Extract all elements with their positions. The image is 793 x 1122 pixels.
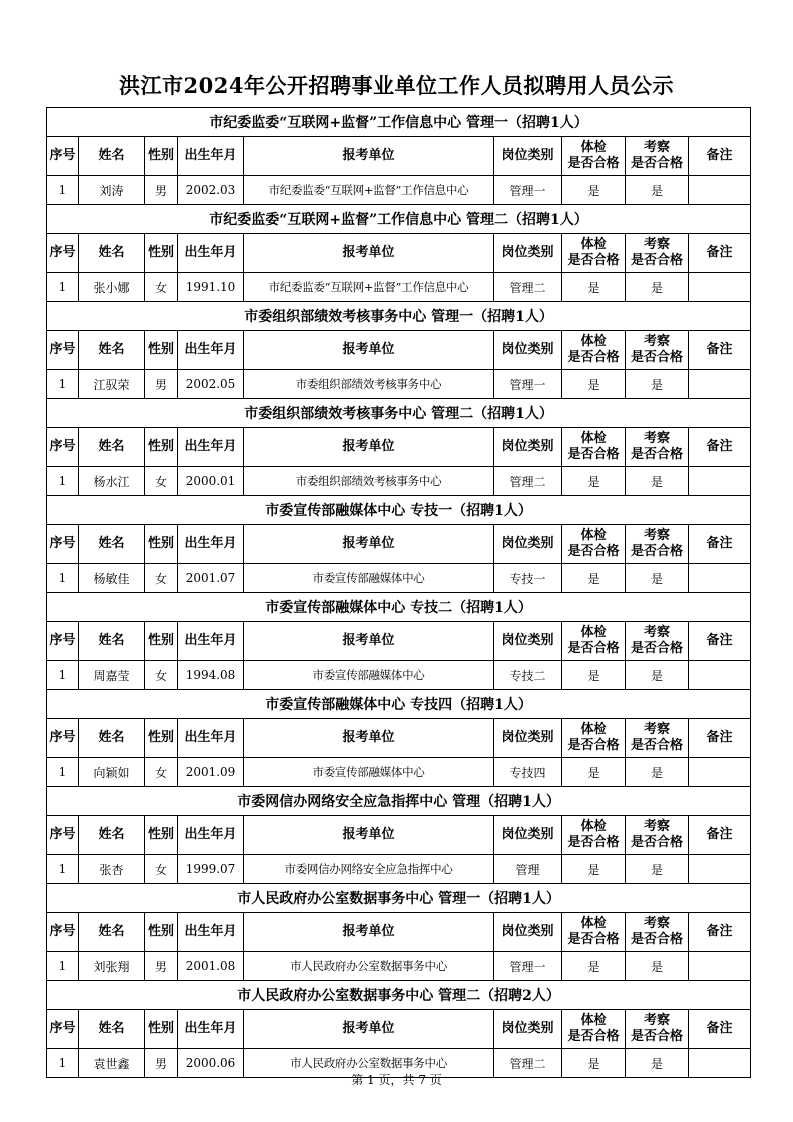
cell-gender: 女 — [145, 758, 178, 787]
table-row — [47, 273, 751, 302]
column-header-seq: 序号 — [47, 234, 79, 273]
column-header-gender: 性别 — [145, 331, 178, 370]
cell-seq: 1 — [47, 273, 79, 302]
column-header-seq: 序号 — [47, 525, 79, 564]
column-header-physical — [562, 622, 626, 661]
column-header-line: 考察 — [643, 625, 670, 640]
cell-post_type: 管理二 — [494, 1049, 562, 1078]
column-header-gender: 性别 — [145, 816, 178, 855]
column-header-unit: 报考单位 — [244, 428, 494, 467]
column-header-gender: 性别 — [145, 622, 178, 661]
column-header-post_type: 岗位类别 — [494, 234, 562, 273]
section-heading: 市纪委监委“互联网+监督”工作信息中心 管理一（招聘1人） — [47, 108, 751, 137]
cell-unit: 市委宣传部融媒体中心 — [244, 564, 494, 593]
table-row — [47, 370, 751, 399]
column-header-line: 考察 — [643, 528, 670, 543]
cell-post_type: 专技一 — [494, 564, 562, 593]
cell-remarks — [689, 661, 751, 690]
section-heading-row — [47, 205, 751, 234]
column-header-name: 姓名 — [79, 913, 145, 952]
section-heading-row — [47, 302, 751, 331]
cell-physical: 是 — [562, 1049, 626, 1078]
column-header-post_type: 岗位类别 — [494, 525, 562, 564]
column-header-birth: 出生年月 — [178, 428, 244, 467]
column-header-inspection — [626, 428, 689, 467]
column-header-name: 姓名 — [79, 622, 145, 661]
cell-physical: 是 — [562, 273, 626, 302]
cell-birth: 2000.06 — [178, 1049, 244, 1078]
cell-seq: 1 — [47, 176, 79, 205]
cell-inspection: 是 — [626, 467, 689, 496]
section-heading: 市委组织部绩效考核事务中心 管理一（招聘1人） — [47, 302, 751, 331]
cell-name: 刘张翔 — [79, 952, 145, 981]
column-header-line: 是否合格 — [567, 156, 620, 171]
cell-unit: 市人民政府办公室数据事务中心 — [244, 1049, 494, 1078]
column-header-line: 考察 — [643, 431, 670, 446]
column-header-line: 体检 — [580, 528, 607, 543]
cell-name: 杨水江 — [79, 467, 145, 496]
cell-remarks — [689, 564, 751, 593]
column-header-unit: 报考单位 — [244, 137, 494, 176]
cell-physical: 是 — [562, 176, 626, 205]
column-header-line: 是否合格 — [567, 641, 620, 656]
column-header-post_type: 岗位类别 — [494, 331, 562, 370]
column-header-post_type: 岗位类别 — [494, 913, 562, 952]
cell-unit: 市委网信办网络安全应急指挥中心 — [244, 855, 494, 884]
column-header-name: 姓名 — [79, 137, 145, 176]
cell-remarks — [689, 370, 751, 399]
table-row — [47, 855, 751, 884]
cell-physical: 是 — [562, 855, 626, 884]
cell-inspection: 是 — [626, 564, 689, 593]
column-header-row — [47, 331, 751, 370]
cell-name: 向颖如 — [79, 758, 145, 787]
column-header-birth: 出生年月 — [178, 525, 244, 564]
cell-post_type: 专技四 — [494, 758, 562, 787]
cell-seq: 1 — [47, 855, 79, 884]
column-header-remarks: 备注 — [689, 719, 751, 758]
column-header-inspection — [626, 816, 689, 855]
column-header-seq: 序号 — [47, 1010, 79, 1049]
cell-birth: 2002.05 — [178, 370, 244, 399]
section-heading-row — [47, 787, 751, 816]
column-header-seq: 序号 — [47, 622, 79, 661]
column-header-name: 姓名 — [79, 719, 145, 758]
cell-inspection: 是 — [626, 855, 689, 884]
column-header-line: 是否合格 — [567, 1029, 620, 1044]
table-row — [47, 467, 751, 496]
column-header-remarks: 备注 — [689, 331, 751, 370]
column-header-line: 考察 — [643, 237, 670, 252]
cell-birth: 2001.07 — [178, 564, 244, 593]
cell-remarks — [689, 176, 751, 205]
column-header-line: 体检 — [580, 625, 607, 640]
column-header-gender: 性别 — [145, 428, 178, 467]
cell-inspection: 是 — [626, 176, 689, 205]
column-header-row — [47, 622, 751, 661]
cell-name: 袁世鑫 — [79, 1049, 145, 1078]
section-heading-row — [47, 496, 751, 525]
section-heading-row — [47, 108, 751, 137]
column-header-name: 姓名 — [79, 1010, 145, 1049]
column-header-post_type: 岗位类别 — [494, 622, 562, 661]
cell-physical: 是 — [562, 564, 626, 593]
column-header-seq: 序号 — [47, 331, 79, 370]
cell-name: 张杏 — [79, 855, 145, 884]
column-header-line: 考察 — [643, 916, 670, 931]
column-header-line: 是否合格 — [567, 447, 620, 462]
section-heading-row — [47, 399, 751, 428]
cell-name: 周嘉莹 — [79, 661, 145, 690]
column-header-birth: 出生年月 — [178, 622, 244, 661]
column-header-birth: 出生年月 — [178, 331, 244, 370]
section-heading-row — [47, 884, 751, 913]
cell-gender: 女 — [145, 564, 178, 593]
column-header-line: 是否合格 — [567, 253, 620, 268]
column-header-name: 姓名 — [79, 816, 145, 855]
column-header-seq: 序号 — [47, 816, 79, 855]
column-header-unit: 报考单位 — [244, 331, 494, 370]
column-header-line: 考察 — [643, 722, 670, 737]
cell-physical: 是 — [562, 467, 626, 496]
cell-seq: 1 — [47, 758, 79, 787]
cell-name: 张小娜 — [79, 273, 145, 302]
cell-physical: 是 — [562, 952, 626, 981]
column-header-inspection — [626, 719, 689, 758]
column-header-inspection — [626, 234, 689, 273]
cell-unit: 市委宣传部融媒体中心 — [244, 758, 494, 787]
column-header-unit: 报考单位 — [244, 719, 494, 758]
column-header-physical — [562, 816, 626, 855]
column-header-birth: 出生年月 — [178, 137, 244, 176]
column-header-inspection — [626, 137, 689, 176]
column-header-post_type: 岗位类别 — [494, 816, 562, 855]
cell-physical: 是 — [562, 370, 626, 399]
cell-post_type: 管理二 — [494, 273, 562, 302]
cell-unit: 市委组织部绩效考核事务中心 — [244, 467, 494, 496]
column-header-physical — [562, 719, 626, 758]
column-header-physical — [562, 1010, 626, 1049]
cell-seq: 1 — [47, 564, 79, 593]
hiring-table — [46, 107, 751, 1078]
column-header-line: 考察 — [643, 140, 670, 155]
cell-unit: 市委组织部绩效考核事务中心 — [244, 370, 494, 399]
cell-post_type: 管理一 — [494, 370, 562, 399]
cell-name: 刘涛 — [79, 176, 145, 205]
column-header-birth: 出生年月 — [178, 719, 244, 758]
table-row — [47, 564, 751, 593]
cell-gender: 男 — [145, 176, 178, 205]
cell-seq: 1 — [47, 370, 79, 399]
cell-gender: 女 — [145, 273, 178, 302]
page-footer: 第 1 页，共 7 页 — [351, 1073, 442, 1087]
column-header-row — [47, 1010, 751, 1049]
column-header-gender: 性别 — [145, 719, 178, 758]
page-title: 洪江市2024年公开招聘事业单位工作人员拟聘用人员公示 — [119, 73, 674, 98]
column-header-birth: 出生年月 — [178, 816, 244, 855]
cell-post_type: 管理一 — [494, 176, 562, 205]
section-heading: 市委组织部绩效考核事务中心 管理二（招聘1人） — [47, 399, 751, 428]
column-header-row — [47, 913, 751, 952]
cell-gender: 男 — [145, 1049, 178, 1078]
cell-birth: 1999.07 — [178, 855, 244, 884]
cell-post_type: 专技二 — [494, 661, 562, 690]
cell-remarks — [689, 758, 751, 787]
column-header-gender: 性别 — [145, 1010, 178, 1049]
section-heading: 市委宣传部融媒体中心 专技一（招聘1人） — [47, 496, 751, 525]
table-body — [47, 108, 751, 1078]
column-header-remarks: 备注 — [689, 525, 751, 564]
section-heading-row — [47, 593, 751, 622]
column-header-name: 姓名 — [79, 428, 145, 467]
column-header-birth: 出生年月 — [178, 913, 244, 952]
section-heading: 市人民政府办公室数据事务中心 管理一（招聘1人） — [47, 884, 751, 913]
cell-remarks — [689, 855, 751, 884]
column-header-inspection — [626, 913, 689, 952]
section-heading: 市委宣传部融媒体中心 专技二（招聘1人） — [47, 593, 751, 622]
cell-inspection: 是 — [626, 952, 689, 981]
column-header-physical — [562, 428, 626, 467]
cell-physical: 是 — [562, 758, 626, 787]
cell-gender: 女 — [145, 467, 178, 496]
column-header-gender: 性别 — [145, 234, 178, 273]
column-header-physical — [562, 331, 626, 370]
column-header-line: 是否合格 — [567, 738, 620, 753]
column-header-unit: 报考单位 — [244, 622, 494, 661]
table-row — [47, 952, 751, 981]
cell-inspection: 是 — [626, 370, 689, 399]
cell-inspection: 是 — [626, 1049, 689, 1078]
cell-birth: 1994.08 — [178, 661, 244, 690]
column-header-birth: 出生年月 — [178, 1010, 244, 1049]
column-header-line: 是否合格 — [630, 641, 683, 656]
column-header-physical — [562, 525, 626, 564]
cell-seq: 1 — [47, 952, 79, 981]
cell-birth: 2000.01 — [178, 467, 244, 496]
column-header-seq: 序号 — [47, 913, 79, 952]
column-header-name: 姓名 — [79, 234, 145, 273]
cell-birth: 2001.08 — [178, 952, 244, 981]
column-header-line: 是否合格 — [630, 1029, 683, 1044]
cell-unit: 市人民政府办公室数据事务中心 — [244, 952, 494, 981]
column-header-remarks: 备注 — [689, 816, 751, 855]
section-heading-row — [47, 690, 751, 719]
column-header-post_type: 岗位类别 — [494, 1010, 562, 1049]
column-header-row — [47, 137, 751, 176]
cell-gender: 女 — [145, 855, 178, 884]
column-header-inspection — [626, 331, 689, 370]
column-header-gender: 性别 — [145, 913, 178, 952]
column-header-line: 是否合格 — [630, 738, 683, 753]
column-header-line: 体检 — [580, 431, 607, 446]
column-header-seq: 序号 — [47, 719, 79, 758]
column-header-line: 体检 — [580, 819, 607, 834]
cell-inspection: 是 — [626, 273, 689, 302]
column-header-line: 是否合格 — [630, 253, 683, 268]
cell-seq: 1 — [47, 467, 79, 496]
column-header-post_type: 岗位类别 — [494, 428, 562, 467]
column-header-physical — [562, 137, 626, 176]
cell-inspection: 是 — [626, 758, 689, 787]
column-header-post_type: 岗位类别 — [494, 719, 562, 758]
column-header-physical — [562, 913, 626, 952]
column-header-line: 是否合格 — [630, 544, 683, 559]
column-header-row — [47, 525, 751, 564]
cell-gender: 男 — [145, 370, 178, 399]
column-header-post_type: 岗位类别 — [494, 137, 562, 176]
column-header-inspection — [626, 1010, 689, 1049]
column-header-unit: 报考单位 — [244, 234, 494, 273]
column-header-line: 是否合格 — [630, 350, 683, 365]
column-header-remarks: 备注 — [689, 1010, 751, 1049]
column-header-row — [47, 428, 751, 467]
column-header-remarks: 备注 — [689, 428, 751, 467]
column-header-line: 体检 — [580, 1013, 607, 1028]
cell-seq: 1 — [47, 661, 79, 690]
table-row — [47, 661, 751, 690]
column-header-seq: 序号 — [47, 428, 79, 467]
column-header-remarks: 备注 — [689, 234, 751, 273]
column-header-unit: 报考单位 — [244, 525, 494, 564]
column-header-row — [47, 234, 751, 273]
cell-seq: 1 — [47, 1049, 79, 1078]
column-header-line: 是否合格 — [567, 350, 620, 365]
column-header-line: 是否合格 — [567, 932, 620, 947]
column-header-gender: 性别 — [145, 137, 178, 176]
cell-post_type: 管理二 — [494, 467, 562, 496]
cell-name: 江驭荣 — [79, 370, 145, 399]
column-header-line: 体检 — [580, 140, 607, 155]
column-header-line: 考察 — [643, 334, 670, 349]
cell-gender: 男 — [145, 952, 178, 981]
section-heading: 市人民政府办公室数据事务中心 管理二（招聘2人） — [47, 981, 751, 1010]
cell-remarks — [689, 952, 751, 981]
cell-name: 杨敏佳 — [79, 564, 145, 593]
column-header-line: 体检 — [580, 334, 607, 349]
column-header-row — [47, 719, 751, 758]
cell-unit: 市委宣传部融媒体中心 — [244, 661, 494, 690]
column-header-row — [47, 816, 751, 855]
column-header-line: 是否合格 — [567, 544, 620, 559]
column-header-line: 是否合格 — [630, 835, 683, 850]
cell-unit: 市纪委监委“互联网+监督”工作信息中心 — [244, 176, 494, 205]
cell-remarks — [689, 273, 751, 302]
cell-post_type: 管理一 — [494, 952, 562, 981]
cell-physical: 是 — [562, 661, 626, 690]
cell-remarks — [689, 467, 751, 496]
column-header-line: 是否合格 — [630, 932, 683, 947]
column-header-unit: 报考单位 — [244, 1010, 494, 1049]
table-row — [47, 758, 751, 787]
column-header-line: 体检 — [580, 722, 607, 737]
column-header-line: 考察 — [643, 819, 670, 834]
column-header-line: 是否合格 — [630, 447, 683, 462]
column-header-inspection — [626, 525, 689, 564]
column-header-name: 姓名 — [79, 525, 145, 564]
cell-birth: 2001.09 — [178, 758, 244, 787]
cell-gender: 女 — [145, 661, 178, 690]
cell-birth: 1991.10 — [178, 273, 244, 302]
column-header-remarks: 备注 — [689, 622, 751, 661]
table-row — [47, 176, 751, 205]
column-header-line: 考察 — [643, 1013, 670, 1028]
section-heading: 市委宣传部融媒体中心 专技四（招聘1人） — [47, 690, 751, 719]
column-header-line: 体检 — [580, 237, 607, 252]
column-header-physical — [562, 234, 626, 273]
column-header-birth: 出生年月 — [178, 234, 244, 273]
cell-post_type: 管理 — [494, 855, 562, 884]
cell-unit: 市纪委监委“互联网+监督”工作信息中心 — [244, 273, 494, 302]
column-header-remarks: 备注 — [689, 137, 751, 176]
column-header-unit: 报考单位 — [244, 816, 494, 855]
column-header-inspection — [626, 622, 689, 661]
column-header-line: 是否合格 — [567, 835, 620, 850]
column-header-remarks: 备注 — [689, 913, 751, 952]
section-heading: 市纪委监委“互联网+监督”工作信息中心 管理二（招聘1人） — [47, 205, 751, 234]
cell-inspection: 是 — [626, 661, 689, 690]
column-header-line: 是否合格 — [630, 156, 683, 171]
column-header-name: 姓名 — [79, 331, 145, 370]
column-header-unit: 报考单位 — [244, 913, 494, 952]
section-heading-row — [47, 981, 751, 1010]
column-header-seq: 序号 — [47, 137, 79, 176]
section-heading: 市委网信办网络安全应急指挥中心 管理（招聘1人） — [47, 787, 751, 816]
column-header-line: 体检 — [580, 916, 607, 931]
column-header-gender: 性别 — [145, 525, 178, 564]
cell-birth: 2002.03 — [178, 176, 244, 205]
